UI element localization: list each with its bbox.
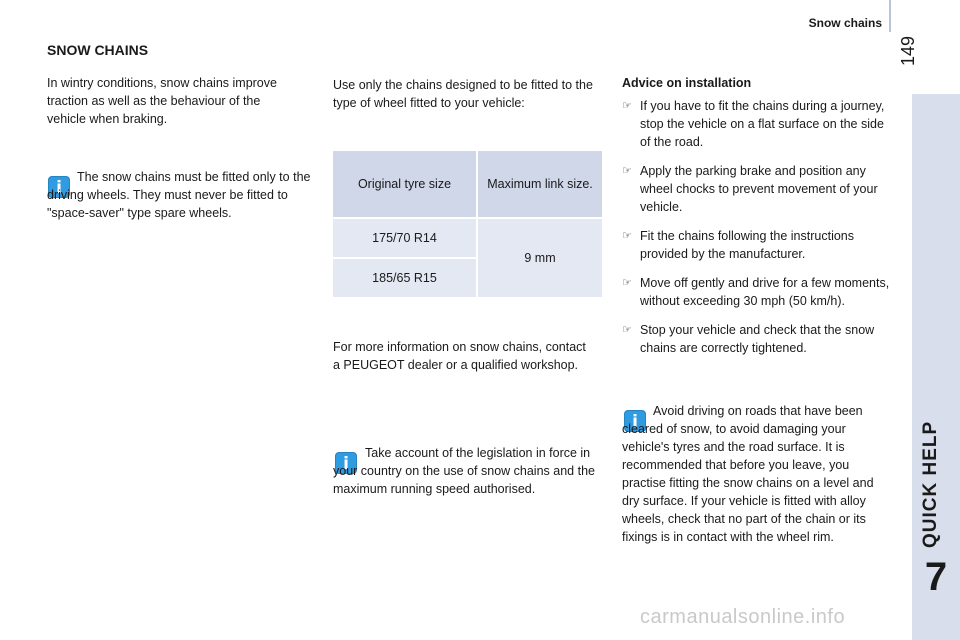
- tyre-size-cell: 175/70 R14: [333, 218, 477, 258]
- pointing-hand-icon: ☞: [622, 165, 632, 177]
- pointing-hand-icon: ☞: [622, 230, 632, 242]
- list-item: ☞ Stop your vehicle and check that the snow chains are correctly tightened.: [622, 323, 875, 355]
- advice-title: Advice on installation: [622, 76, 752, 90]
- chapter-number: 7: [924, 555, 948, 599]
- intro-paragraph: In wintry conditions, snow chains improve traction as well as the behaviour of the vehicle when braking.: [47, 76, 277, 126]
- list-item: ☞ Fit the chains following the instructions provided by the manufacturer.: [622, 229, 854, 261]
- header-divider: [889, 0, 891, 32]
- table-intro: Use only the chains designed to be fitted to the type of wheel fitted to your vehicle:: [333, 78, 593, 110]
- pointing-hand-icon: ☞: [622, 277, 632, 289]
- link-size-cell: 9 mm: [477, 218, 603, 298]
- notice-fitting-rest: the driving wheels. They must never be fitted to "space-saver" type spare wheels.: [47, 170, 311, 220]
- header-original-tyre-size: Original tyre size: [333, 151, 477, 218]
- pointing-hand-icon: ☞: [622, 324, 632, 336]
- advice-list: [622, 97, 892, 368]
- chain-size-table: [333, 151, 604, 299]
- list-item: ☞ Apply the parking brake and position any wheel chocks to prevent movement of your vehicle.: [622, 164, 878, 214]
- notice-practice: Avoid driving on roads that have been cleared of snow, to avoid damaging your vehicle's tyres and the road surface. It is recommended that before you leave, you practise fitting the snow chains on a level and dry surface. If your vehicle is fitted with alloy wheels, check that no part of the chain or its fixings is in contact with the wheel rim.: [622, 404, 874, 544]
- tyre-size-cell: 185/65 R15: [333, 258, 477, 298]
- notice-fitting: [47, 168, 319, 222]
- table-row: [333, 218, 603, 258]
- chapter-label: QUICK HELP: [920, 420, 941, 548]
- section-title: SNOW CHAINS: [47, 42, 149, 58]
- page-header-title: Snow chains: [808, 16, 882, 30]
- list-item: ☞ Move off gently and drive for a few moments, without exceeding 30 mph (50 km/h).: [622, 276, 890, 308]
- page-number: 149: [898, 35, 918, 66]
- header-maximum-link-size: Maximum link size.: [477, 151, 603, 218]
- more-info-paragraph: For more information on snow chains, contact a PEUGEOT dealer or a qualified workshop.: [333, 340, 586, 372]
- notice-legislation: Take account of the legislation in force in your country on the use of snow chains and the maximum running speed authorised.: [333, 446, 595, 496]
- notice-fitting-line1: The snow chains must be fitted only to: [77, 170, 290, 184]
- list-item: ☞ If you have to fit the chains during a journey, stop the vehicle on a flat surface on the side of the road.: [622, 99, 885, 149]
- watermark: carmanualsonline.info: [640, 606, 846, 628]
- pointing-hand-icon: ☞: [622, 100, 632, 112]
